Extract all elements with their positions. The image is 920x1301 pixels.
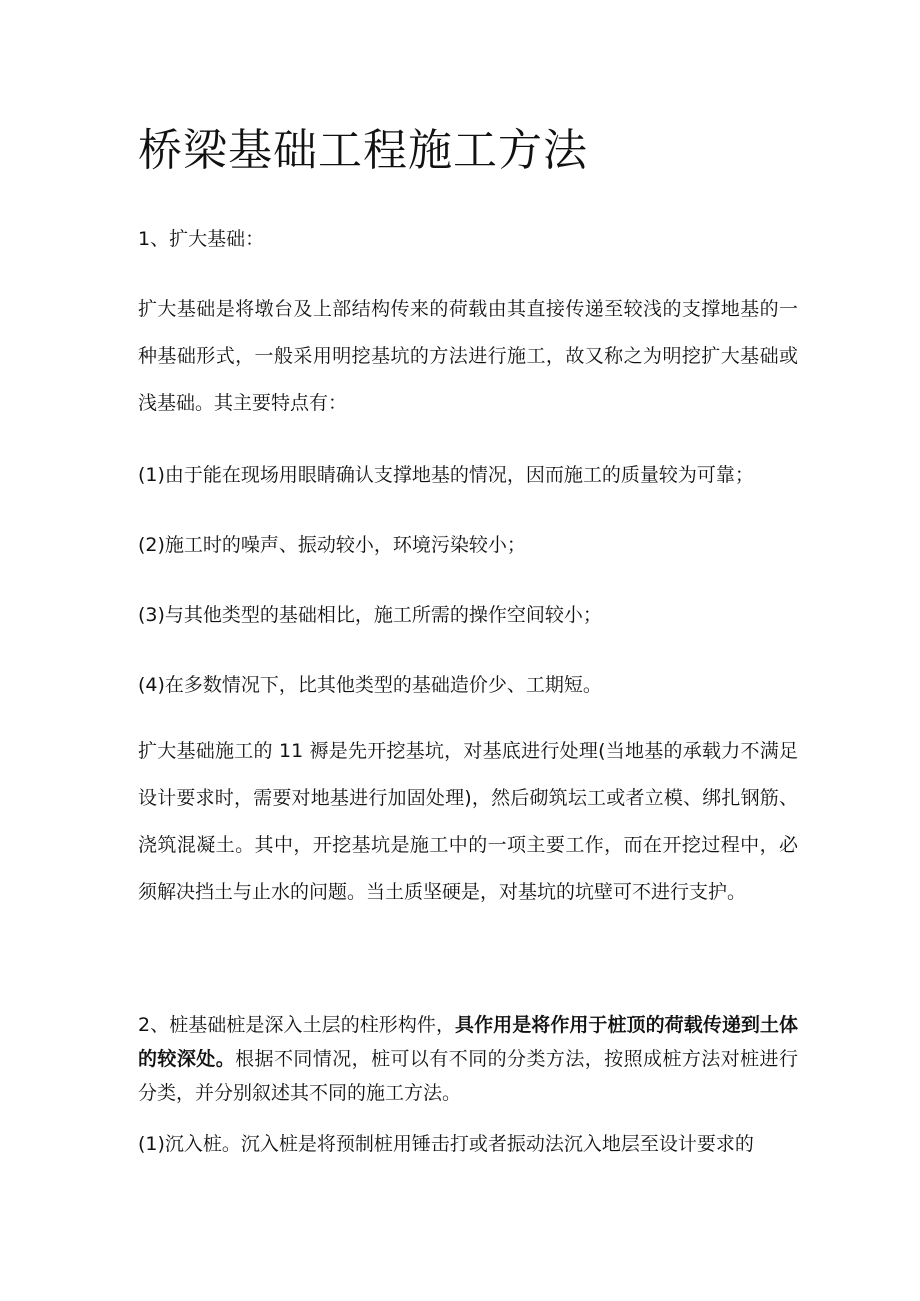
list-item-1: (1)由于能在现场用眼睛确认支撑地基的情况，因而施工的质量较为可靠； bbox=[138, 464, 754, 486]
paragraph-intro: 扩大基础是将墩台及上部结构传来的荷载由其直接传递至较浅的支撑地基的一种基础形式，一般采用明挖基坑的方法进行施工，故又称之为明挖扩大基础或浅基础。其主要特点有： bbox=[138, 298, 798, 414]
section-2-text-start: 2、桩基础桩是深入土层的柱形构件， bbox=[138, 1014, 456, 1036]
section-2-bold-text: 具作用是将作用于桩顶的荷载传递到土体的较深处。 bbox=[138, 1014, 798, 1070]
section-2-paragraph bbox=[138, 1008, 798, 1110]
paragraph-construction: 扩大基础施工的 11 褥是先开挖基坑，对基底进行处理(当地基的承载力不满足设计要求时，需要对地基进行加固处理)，然后砌筑坛工或者立模、绑扎钢筋、浇筑混凝土。其中，开挖基坑是施工中的一项主要工作，而在开挖过程中，必须解决挡土与止水的问题。当土质坚硬是，对基坑的坑壁可不进行支护。 bbox=[138, 740, 798, 903]
list-item-3: (3)与其他类型的基础相比，施工所需的操作空间较小； bbox=[138, 604, 602, 626]
document-title: 桥梁基础工程施工方法 bbox=[138, 125, 588, 176]
list-item-2: (2)施工时的噪声、振动较小，环境污染较小； bbox=[138, 534, 526, 556]
section-1-heading: 1、扩大基础： bbox=[138, 228, 265, 250]
list-item-4: (4)在多数情况下，比其他类型的基础造价少、工期短。 bbox=[138, 674, 602, 696]
section-2-text-end: 根据不同情况，桩可以有不同的分类方法，按照成桩方法对桩进行分类，并分别叙述其不同的施工方法。 bbox=[138, 1048, 798, 1104]
list-item-sink-pile: (1)沉入桩。沉入桩是将预制桩用锤击打或者振动法沉入地层至设计要求的 bbox=[138, 1133, 754, 1155]
